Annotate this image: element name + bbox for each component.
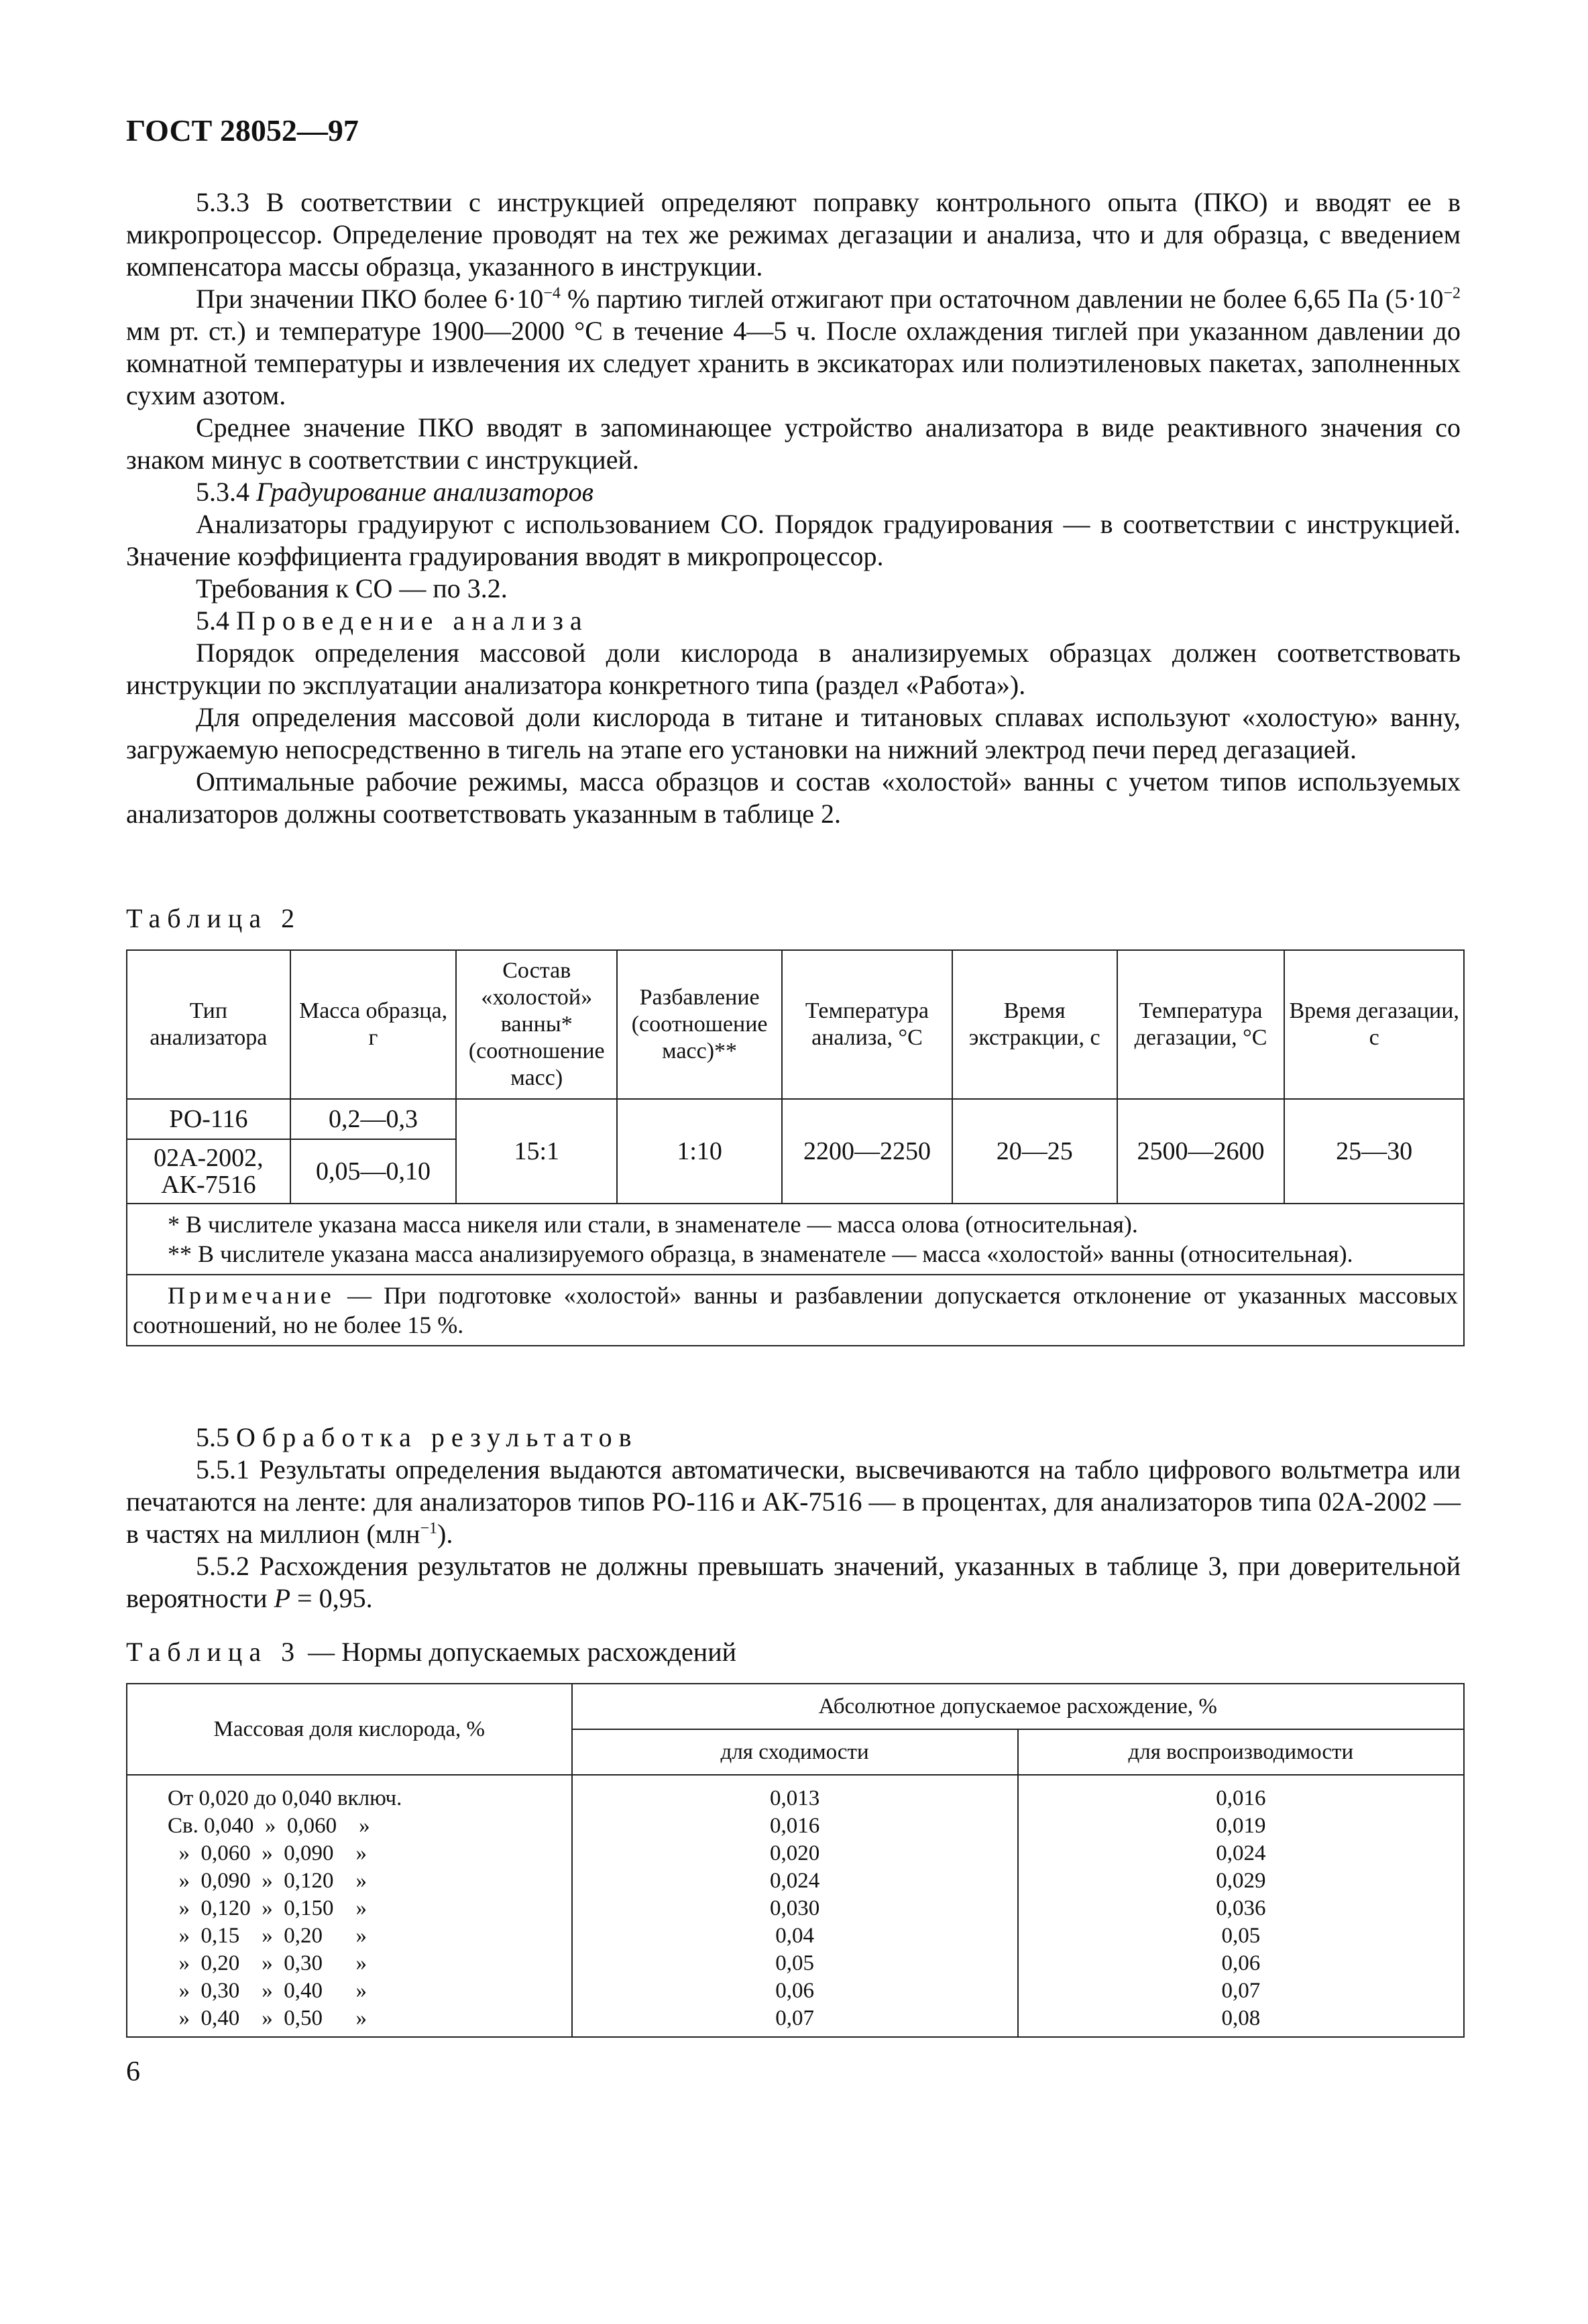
table-2-note: Примечание — При подготовке «холостой» ванны и разбавлении допускается отклонение от указанных массовых соотношений, но не более 15 %.: [127, 1275, 1464, 1346]
paragraph-optimal-modes: Оптимальные рабочие режимы, масса образцов и состав «холостой» ванны с учетом типов используемых анализаторов должны соответствовать указанным в таблице 2.: [126, 766, 1461, 829]
paragraph-blank-bath: Для определения массовой доли кислорода в титане и титановых сплавах используют «холостую» ванну, загружаемую непосредственно в тигель на этапе его установки на нижний электрод печи перед дегазацией.: [126, 702, 1461, 764]
table-row: [127, 1977, 1464, 2005]
table-row: [127, 1922, 1464, 1950]
paragraph-pko-annealing: При значении ПКО более $6\cdot 10^{-4}$ % партию тиглей отжигают при остаточном давлении не более 6,65 Па ($5\cdot 10^{-2}$ мм рт. ст.) и температуре 1900—2000 °С в течение 4—5 ч. После охлаждения тиглей при указанном давлении до комнатной температуры и извлечения их следует хранить в эксикаторах или полиэтиленовых пакетах, заполненных сухим азотом.: [126, 284, 1461, 410]
header-absolute-discrepancy: Абсолютное допускаемое расхождение, %: [572, 1684, 1464, 1729]
cell-oxygen-range: » 0,120 » 0,150 »: [127, 1895, 572, 1922]
table-2-note-row: [127, 1275, 1464, 1346]
cell-convergence: 0,030: [572, 1895, 1018, 1922]
table-3: [126, 1683, 1465, 2038]
table-3-header-row-1: [127, 1684, 1464, 1729]
header-extraction-time: Время экстракции, с: [952, 950, 1117, 1099]
cell-analysis-temp: 2200—2250: [782, 1099, 952, 1204]
footnote-2: ** В числителе указана масса анализируемого образца, в знаменателе — масса «холостой» ванны (относительная).: [168, 1240, 1353, 1267]
cell-reproducibility: 0,08: [1018, 2005, 1464, 2037]
cell-type: РО-116: [127, 1099, 290, 1139]
table-2-footnotes: [127, 1204, 1464, 1275]
cell-reproducibility: 0,05: [1018, 1922, 1464, 1950]
cell-mass: 0,2—0,3: [290, 1099, 457, 1139]
cell-reproducibility: 0,06: [1018, 1950, 1464, 1977]
document-header: ГОСТ 28052—97: [126, 113, 359, 148]
header-degas-time: Время дегазации, с: [1284, 950, 1464, 1099]
table-row: [127, 1840, 1464, 1867]
cell-oxygen-range: » 0,090 » 0,120 »: [127, 1867, 572, 1895]
paragraph-calibration: Анализаторы градуируют с использованием СО. Порядок градуирования — в соответствии с инструкцией. Значение коэффициента градуирования вводят в микропроцессор.: [126, 509, 1461, 571]
cell-oxygen-range: » 0,20 » 0,30 »: [127, 1950, 572, 1977]
cell-reproducibility: 0,029: [1018, 1867, 1464, 1895]
cell-convergence: 0,05: [572, 1950, 1018, 1977]
table-row: [127, 1950, 1464, 1977]
header-convergence: для сходимости: [572, 1729, 1018, 1775]
table-2-header-row: [127, 950, 1464, 1099]
text-block-1: [126, 186, 1461, 830]
header-analysis-temp: Температура анализа, °С: [782, 950, 952, 1099]
cell-reproducibility: 0,07: [1018, 1977, 1464, 2005]
cell-oxygen-range: » 0,40 » 0,50 »: [127, 2005, 572, 2037]
paragraph-5-3-3: 5.3.3 В соответствии с инструкцией определяют поправку контрольного опыта (ПКО) и вводят ее в микропроцессор. Определение проводят на тех же режимах дегазации и анализа, что и для образца, с введением компенсатора массы образца, указанного в инструкции.: [126, 187, 1461, 282]
cell-convergence: 0,04: [572, 1922, 1018, 1950]
heading-5-4: 5.4 Проведение анализа: [196, 605, 589, 636]
paragraph-5-5-1: 5.5.1 Результаты определения выдаются автоматически, высвечиваются на табло цифрового вольтметра или печатаются на ленте: для анализаторов типов РО-116 и АК-7516 — в процентах, для анализаторов типа 02А-2002 — в частях на миллион (млн$^{-1}$).: [126, 1454, 1461, 1549]
header-bath-composition: Состав «холостой» ванны* (соотношение масс): [456, 950, 617, 1099]
table-row: [127, 1867, 1464, 1895]
header-analyzer-type: Тип анализатора: [127, 950, 290, 1099]
table-2: [126, 949, 1465, 1346]
heading-5-5: 5.5 Обработка результатов: [196, 1422, 638, 1452]
cell-reproducibility: 0,019: [1018, 1812, 1464, 1840]
cell-oxygen-range: От 0,020 до 0,040 включ.: [127, 1775, 572, 1812]
cell-reproducibility: 0,016: [1018, 1775, 1464, 1812]
cell-oxygen-range: » 0,060 » 0,090 »: [127, 1840, 572, 1867]
cell-reproducibility: 0,036: [1018, 1895, 1464, 1922]
paragraph-co-requirements: Требования к СО — по 3.2.: [196, 573, 508, 603]
header-reproducibility: для воспроизводимости: [1018, 1729, 1464, 1775]
cell-convergence: 0,020: [572, 1840, 1018, 1867]
cell-extraction-time: 20—25: [952, 1099, 1117, 1204]
table-3-caption: Таблица 3 — Нормы допускаемых расхождений: [126, 1637, 737, 1667]
page-number: 6: [126, 2056, 140, 2087]
cell-convergence: 0,016: [572, 1812, 1018, 1840]
cell-oxygen-range: » 0,30 » 0,40 »: [127, 1977, 572, 2005]
cell-oxygen-range: » 0,15 » 0,20 »: [127, 1922, 572, 1950]
table-row: [127, 1812, 1464, 1840]
cell-dilution: 1:10: [617, 1099, 782, 1204]
paragraph-5-5-2: 5.5.2 Расхождения результатов не должны превышать значений, указанных в таблице 3, при доверительной вероятности Р = 0,95.: [126, 1551, 1461, 1613]
table-3-body: [127, 1775, 1464, 2037]
cell-degas-time: 25—30: [1284, 1099, 1464, 1204]
header-degas-temp: Температура дегазации, °С: [1117, 950, 1285, 1099]
table-row: [127, 2005, 1464, 2037]
cell-oxygen-range: Св. 0,040 » 0,060 »: [127, 1812, 572, 1840]
table-2-caption: Таблица 2: [126, 903, 302, 933]
header-dilution: Разбавление (соотношение масс)**: [617, 950, 782, 1099]
footnote-1: * В числителе указана масса никеля или стали, в знаменателе — масса олова (относительная).: [168, 1211, 1138, 1238]
header-oxygen-fraction: Массовая доля кислорода, %: [127, 1684, 572, 1775]
cell-convergence: 0,06: [572, 1977, 1018, 2005]
header-sample-mass: Масса образца, г: [290, 950, 457, 1099]
table-2-footnotes-row: [127, 1204, 1464, 1275]
cell-degas-temp: 2500—2600: [1117, 1099, 1285, 1204]
heading-5-3-4: 5.3.4 Градуирование анализаторов: [196, 477, 593, 507]
cell-type: 02А-2002, АК-7516: [127, 1139, 290, 1204]
cell-convergence: 0,013: [572, 1775, 1018, 1812]
table-row: [127, 1099, 1464, 1139]
cell-convergence: 0,07: [572, 2005, 1018, 2037]
paragraph-pko-average: Среднее значение ПКО вводят в запоминающее устройство анализатора в виде реактивного значения со знаком минус в соответствии с инструкцией.: [126, 412, 1461, 475]
cell-reproducibility: 0,024: [1018, 1840, 1464, 1867]
table-row: [127, 1775, 1464, 1812]
cell-mass: 0,05—0,10: [290, 1139, 457, 1204]
table-row: [127, 1895, 1464, 1922]
paragraph-procedure: Порядок определения массовой доли кислорода в анализируемых образцах должен соответствовать инструкции по эксплуатации анализатора конкретного типа (раздел «Работа»).: [126, 638, 1461, 700]
cell-bath: 15:1: [456, 1099, 617, 1204]
cell-convergence: 0,024: [572, 1867, 1018, 1895]
text-block-2: [126, 1421, 1461, 1615]
